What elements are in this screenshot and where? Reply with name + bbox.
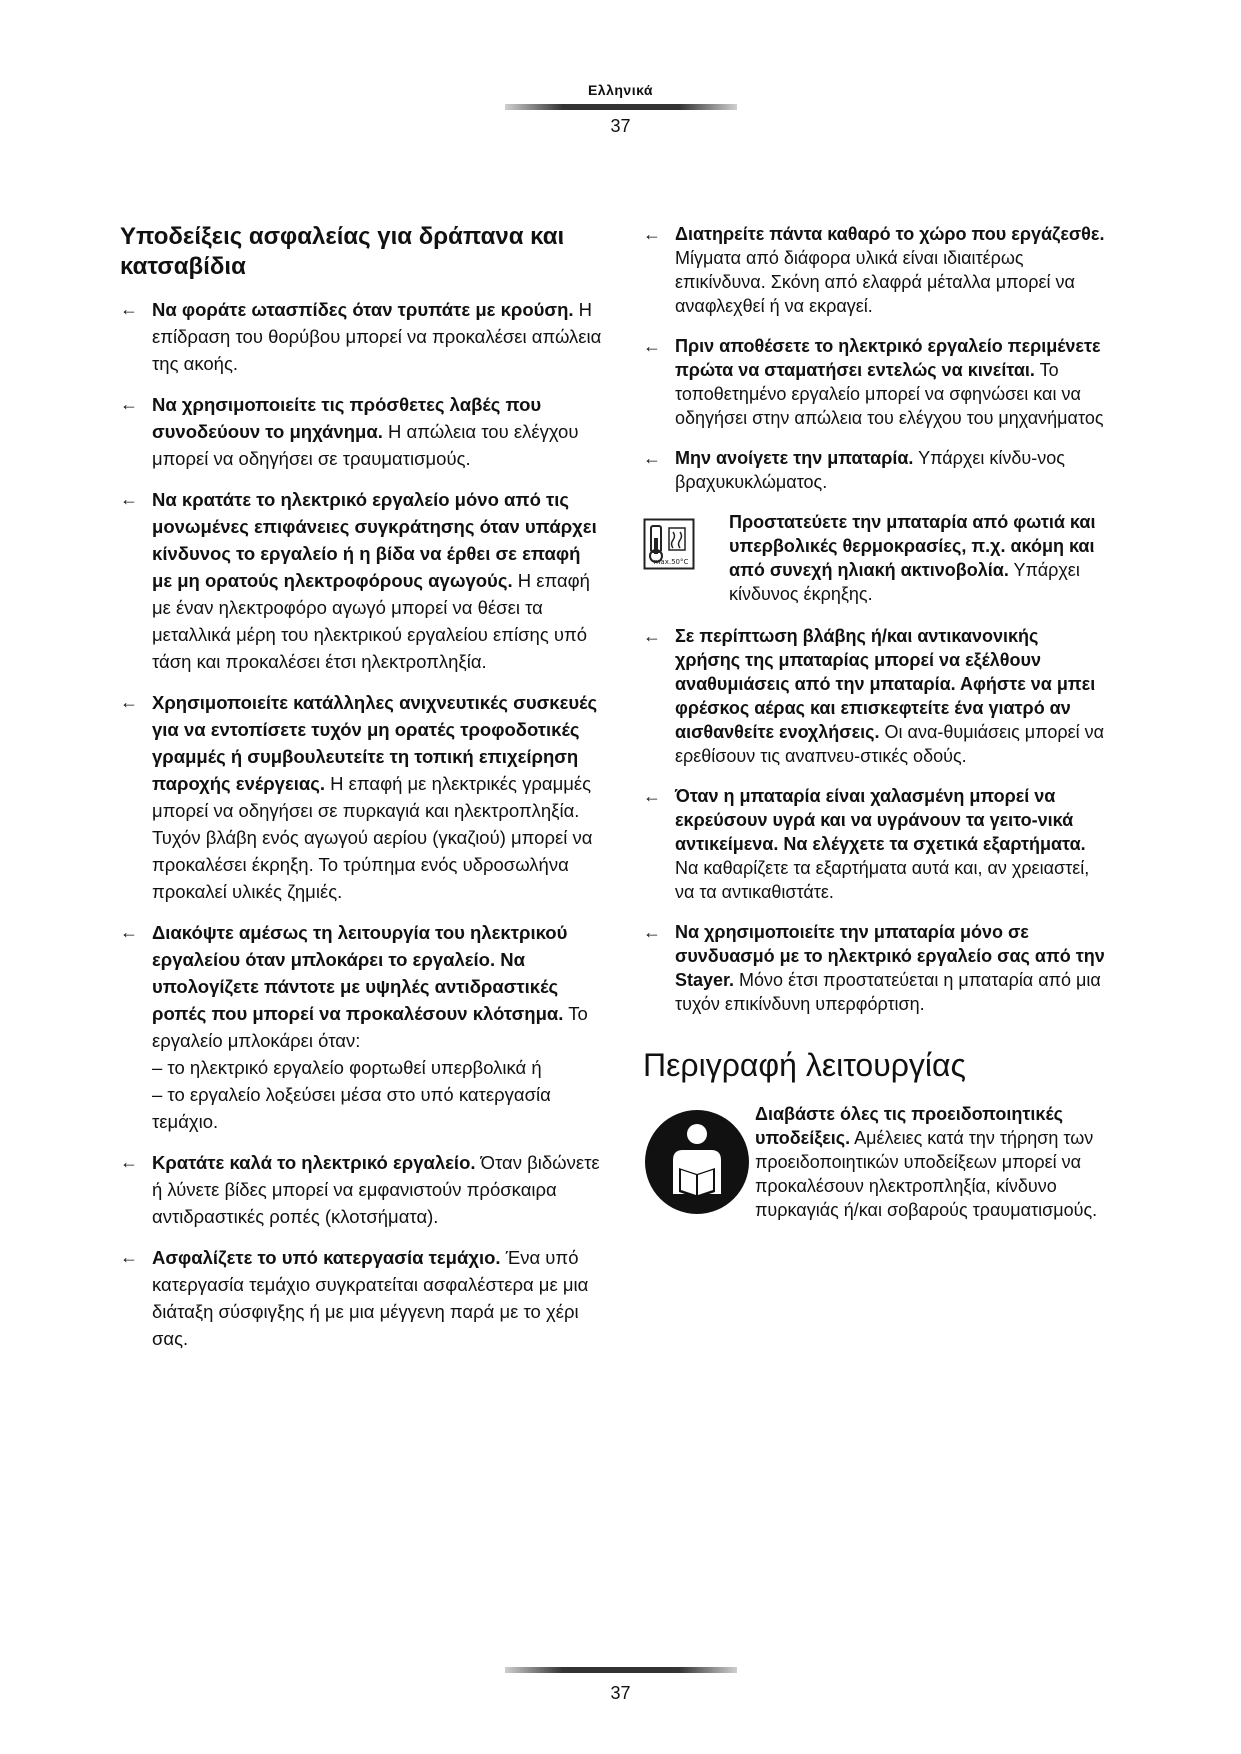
section-heading-safety: Υποδείξεις ασφαλείας για δράπανα και κατσαβίδια	[120, 223, 565, 280]
safety-item	[120, 919, 605, 1135]
read-manual-icon	[643, 1108, 751, 1216]
arrow-icon: ←	[120, 692, 138, 712]
safety-item-text: Η απώλεια του ελέγχου μπορεί να οδηγήσει σε τραυματισμούς.	[152, 421, 579, 469]
arrow-icon: ←	[643, 786, 661, 806]
safety-item-text: Όταν βιδώνετε ή λύνετε βίδες μπορεί να εμφανιστούν πρόσκαιρα αντιδραστικές ροπές (κλοτσήματα).	[152, 1152, 600, 1227]
thermometer-icon-label: max.50°C	[653, 558, 689, 566]
safety-item-bold: Να χρησιμοποιείτε τις πρόσθετες λαβές που συνοδεύουν το μηχάνημα.	[152, 394, 542, 442]
header-page-number: 37	[610, 116, 631, 136]
arrow-icon: ←	[643, 224, 661, 244]
arrow-icon: ←	[643, 448, 661, 468]
safety-item-bold: Διακόψτε αμέσως τη λειτουργία του ηλεκτρικού εργαλείου όταν μπλοκάρει το εργαλείο. Να υπολογίζετε πάντοτε με υψηλές αντιδραστικές ροπές που μπορεί να προκαλέσουν κλότσημα.	[152, 922, 568, 1024]
safety-item	[643, 222, 1105, 318]
arrow-icon: ←	[120, 922, 138, 942]
safety-item-bold: Διατηρείτε πάντα καθαρό το χώρο που εργάζεσθε.	[675, 224, 1105, 244]
safety-item-text: Η επαφή με ηλεκτρικές γραμμές μπορεί να οδηγήσει σε πυρκαγιά και ηλεκτροπληξία. Τυχόν βλάβη ενός αγωγού αερίου (γκαζιού) μπορεί να προκαλέσει έκρηξη. Το τρύπημα ενός υδροσωλήνα προκαλεί υλικές ζημιές.	[152, 773, 593, 902]
safety-item-bold: Όταν η μπαταρία είναι χαλασμένη μπορεί να εκρεύσουν υγρά και να υγράνουν τα γειτο-νικά αντικείμενα. Να ελέγχετε τα σχετικά εξαρτήματα.	[675, 786, 1086, 854]
arrow-icon: ←	[643, 336, 661, 356]
safety-item	[643, 624, 1105, 768]
safety-item-bold: Πριν αποθέσετε το ηλεκτρικό εργαλείο περιμένετε πρώτα να σταματήσει εντελώς να κινείται.	[675, 336, 1101, 380]
arrow-icon: ←	[120, 1247, 138, 1267]
arrow-icon: ←	[120, 394, 138, 414]
footer-page-number: 37	[610, 1683, 631, 1703]
safety-item-text: Να καθαρίζετε τα εξαρτήματα αυτά και, αν χρειαστεί, να τα αντικαθιστάτε.	[675, 858, 1090, 902]
safety-item-bold: Να κρατάτε το ηλεκτρικό εργαλείο μόνο από τις μονωμένες επιφάνειες συγκράτησης όταν υπάρχει κίνδυνος το εργαλείο ή η βίδα να έρθει σε επαφή με μη ορατούς ηλεκτροφόρους αγωγούς.	[152, 489, 597, 591]
warning-bold: Προστατεύετε την μπαταρία από φωτιά και υπερβολικές θερμοκρασίες, π.χ. ακόμη και από συνεχή ηλιακή ακτινοβολία.	[729, 512, 1096, 580]
safety-item-text: Υπάρχει κίνδυ-νος βραχυκυκλώματος.	[675, 448, 1065, 492]
warning-text: Αμέλειες κατά την τήρηση των προειδοποιητικών υποδείξεων μπορεί να προκαλέσουν ηλεκτροπληξία, κίνδυνο πυρκαγιάς ή/και σοβαρούς τραυματισμούς.	[755, 1128, 1098, 1220]
safety-item	[120, 391, 605, 472]
battery-heat-warning	[643, 510, 1105, 606]
header-rule	[505, 104, 737, 110]
safety-item-bold: Κρατάτε καλά το ηλεκτρικό εργαλείο.	[152, 1152, 476, 1173]
right-column	[643, 222, 1105, 1222]
safety-item-bold: Χρησιμοποιείτε κατάλληλες ανιχνευτικές συσκευές για να εντοπίσετε τυχόν μη ορατές τροφοδοτικές γραμμές ή συμβουλευτείτε τη τοπική επιχείρηση παροχής ενέργειας.	[152, 692, 598, 794]
safety-item-text: Η επίδραση του θορύβου μπορεί να προκαλέσει απώλεια της ακοής.	[152, 299, 602, 374]
language-label: Ελληνικά	[587, 82, 654, 98]
warning-bold: Διαβάστε όλες τις προειδοποιητικές υποδείξεις.	[755, 1104, 1063, 1148]
safety-item	[643, 784, 1105, 904]
safety-item	[120, 486, 605, 675]
footer-rule	[505, 1667, 737, 1673]
arrow-icon: ←	[643, 922, 661, 942]
arrow-icon: ←	[120, 299, 138, 319]
warning-text: Υπάρχει κίνδυνος έκρηξης.	[729, 560, 1080, 604]
read-manual-warning	[643, 1102, 1105, 1222]
arrow-icon: ←	[120, 1152, 138, 1172]
safety-item	[643, 446, 1105, 494]
thermometer-icon	[643, 518, 695, 570]
safety-subitem: – το ηλεκτρικό εργαλείο φορτωθεί υπερβολικά ή	[152, 1057, 542, 1078]
safety-item	[120, 1149, 605, 1230]
page-header	[0, 82, 1241, 137]
safety-item	[643, 920, 1105, 1016]
arrow-icon: ←	[120, 489, 138, 509]
safety-item-text: Ένα υπό κατεργασία τεμάχιο συγκρατείται ασφαλέστερα με μια διάταξη σύσφιγξης ή με μια μέγγενη παρά με το χέρι σας.	[152, 1247, 589, 1349]
arrow-icon: ←	[643, 626, 661, 646]
safety-item-text: Μόνο έτσι προστατεύεται η μπαταρία από μια τυχόν επικίνδυνη υπερφόρτιση.	[675, 970, 1101, 1014]
page-footer	[0, 1661, 1241, 1704]
safety-item-bold: Σε περίπτωση βλάβης ή/και αντικανονικής χρήσης της μπαταρίας μπορεί να εξέλθουν αναθυμιάσεις από την μπαταρία. Αφήστε να μπει φρέσκος αέρας και επισκεφτείτε ένα γιατρό αν αισθανθείτε ενοχλήσεις.	[675, 626, 1096, 742]
section-heading-function: Περιγραφή λειτουργίας	[643, 1047, 966, 1083]
safety-item-text: Το εργαλείο μπλοκάρει όταν:	[152, 1003, 588, 1051]
safety-subitem: – το εργαλείο λοξεύσει μέσα στο υπό κατεργασία τεμάχιο.	[152, 1084, 551, 1132]
safety-item-text: Η επαφή με έναν ηλεκτροφόρο αγωγό μπορεί να θέσει τα μεταλλικά μέρη του ηλεκτρικού εργαλείου επίσης υπό τάση και προκαλέσει έτσι ηλεκτροπληξία.	[152, 570, 590, 672]
safety-item	[120, 689, 605, 905]
safety-item-bold: Ασφαλίζετε το υπό κατεργασία τεμάχιο.	[152, 1247, 501, 1268]
safety-item	[643, 334, 1105, 430]
safety-item	[120, 296, 605, 377]
safety-item-text: Το τοποθετημένο εργαλείο μπορεί να σφηνώσει και να οδηγήσει στην απώλεια του ελέγχου του μηχανήματος	[675, 360, 1104, 428]
safety-item-bold: Μην ανοίγετε την μπαταρία.	[675, 448, 914, 468]
safety-item	[120, 1244, 605, 1352]
safety-item-bold: Να χρησιμοποιείτε την μπαταρία μόνο σε συνδυασμό με το ηλεκτρικό εργαλείο σας από την Stayer.	[675, 922, 1105, 990]
safety-item-text: Οι ανα-θυμιάσεις μπορεί να ερεθίσουν τις αναπνευ-στικές οδούς.	[675, 722, 1104, 766]
left-column	[120, 222, 605, 1366]
safety-item-text: Μίγματα από διάφορα υλικά είναι ιδιαιτέρως επικίνδυνα. Σκόνη από ελαφρά μέταλλα μπορεί να αναφλεχθεί ή να εκραγεί.	[675, 248, 1075, 316]
safety-item-bold: Να φοράτε ωτασπίδες όταν τρυπάτε με κρούση.	[152, 299, 574, 320]
